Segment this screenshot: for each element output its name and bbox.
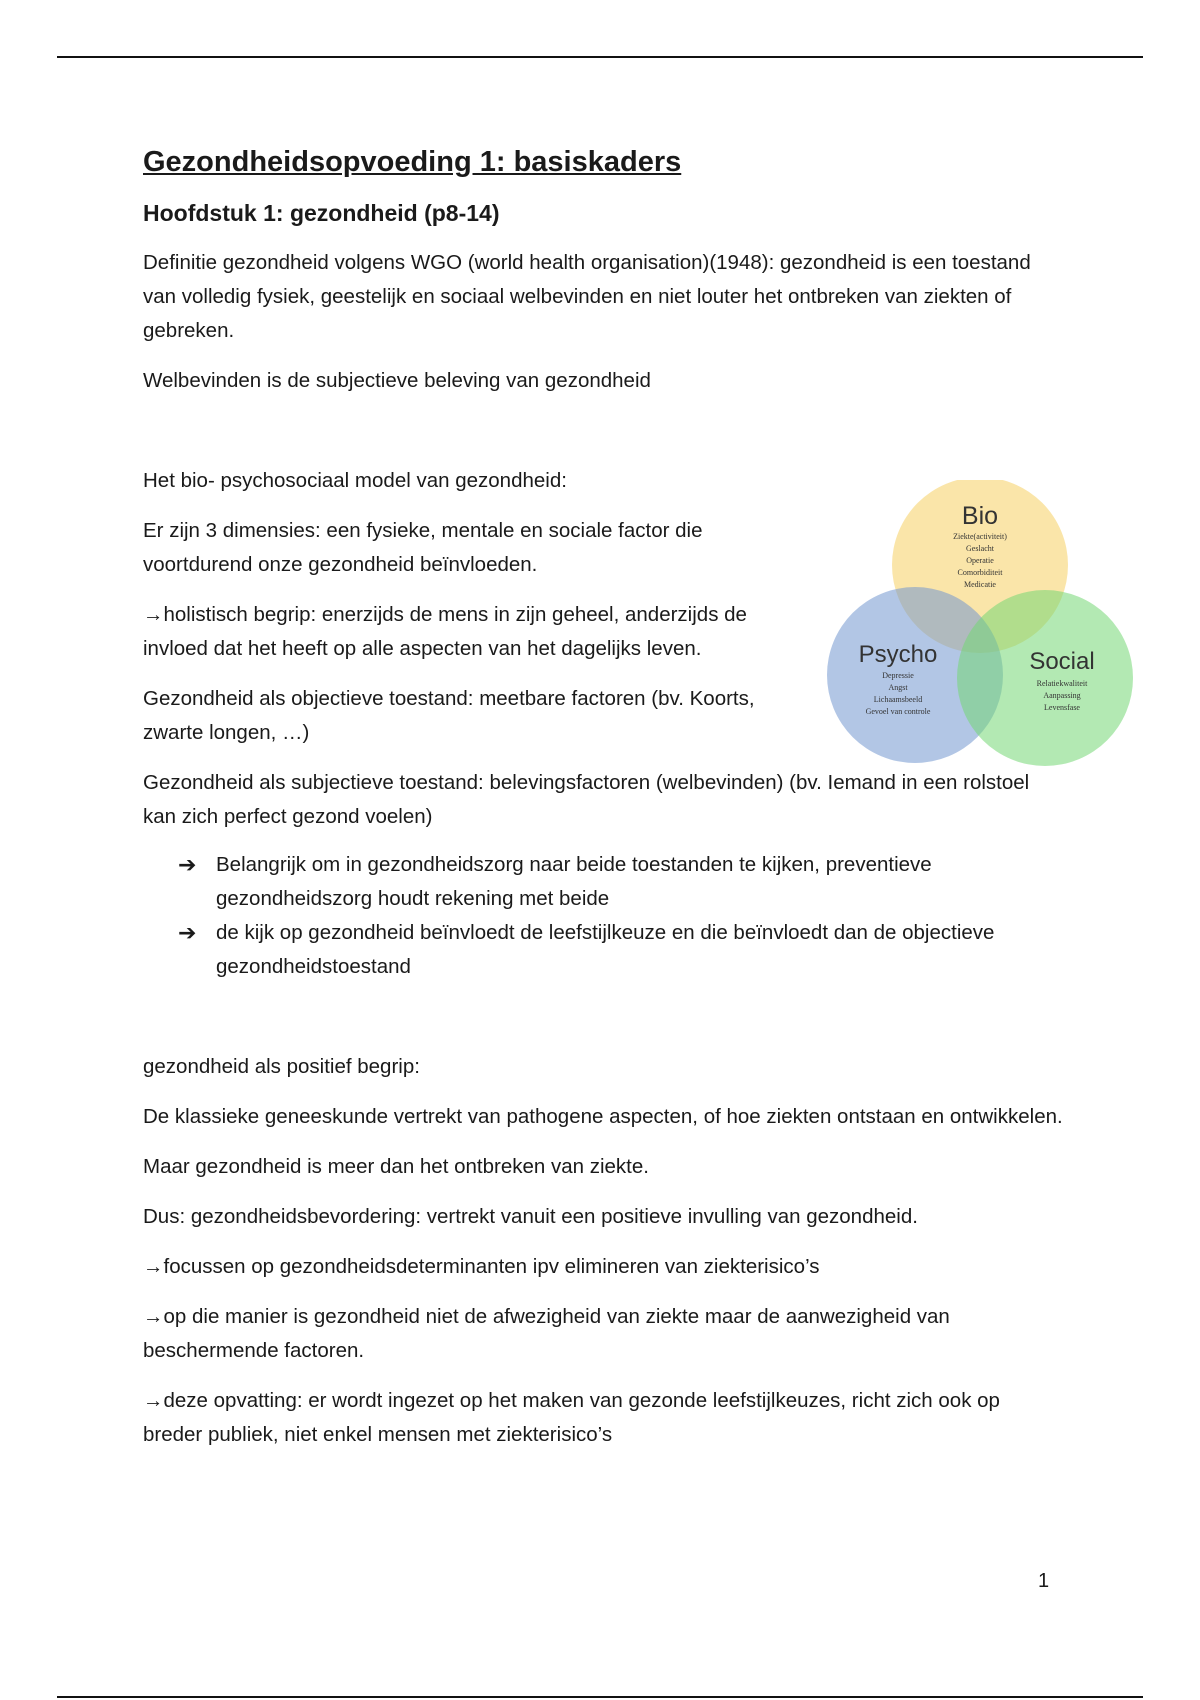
bio-item: Medicatie <box>964 580 996 589</box>
psycho-item: Lichaamsbeeld <box>873 695 923 704</box>
bio-item: Ziekte(activiteit) <box>953 532 1007 541</box>
psycho-item: Gevoel van controle <box>865 707 931 716</box>
arrow-right-icon: ➔ <box>178 920 197 945</box>
psycho-label: Psycho <box>858 641 938 668</box>
bio-item: Geslacht <box>966 544 994 553</box>
list-item <box>178 916 1063 984</box>
social-label: Social <box>1029 648 1095 675</box>
social-item: Levensfase <box>1044 703 1080 712</box>
classic-paragraph: De klassieke geneeskunde vertrekt van pathogene aspecten, of hoe ziekten ontstaan en ontwikkelen. <box>143 1105 1063 1128</box>
welbevinden-paragraph: Welbevinden is de subjectieve beleving van gezondheid <box>143 369 651 392</box>
bio-label: Bio <box>961 502 999 530</box>
social-item: Aanpassing <box>1043 691 1081 700</box>
bio-item: Operatie <box>966 556 994 565</box>
focus-paragraph: →focussen op gezondheidsdeterminanten ipv elimineren van ziekterisico’s <box>143 1255 820 1278</box>
bullet-text: de kijk op gezondheid beïnvloedt de leefstijlkeuze en die beïnvloedt dan de objectieve gezondheidstoestand <box>216 921 995 978</box>
bottom-divider <box>57 1696 1143 1698</box>
chapter-heading: Hoofdstuk 1: gezondheid (p8-14) <box>143 200 500 226</box>
biopsychosocial-venn-diagram <box>805 480 1145 770</box>
promotion-paragraph: Dus: gezondheidsbevordering: vertrekt vanuit een positieve invulling van gezondheid. <box>143 1205 918 1228</box>
document-body <box>143 140 1063 1452</box>
bio-item: Comorbiditeit <box>957 568 1003 577</box>
social-item: Relatiekwaliteit <box>1036 679 1088 688</box>
bullet-text: Belangrijk om in gezondheidszorg naar beide toestanden te kijken, preventieve gezondheidszorg houdt rekening met beide <box>216 853 932 910</box>
dimensions-paragraph: Er zijn 3 dimensies: een fysieke, mentale en sociale factor die voortdurend onze gezondheid beïnvloeden. <box>143 519 703 576</box>
subjective-paragraph: Gezondheid als subjectieve toestand: belevingsfactoren (welbevinden) (bv. Iemand in een rolstoel kan zich perfect gezond voelen) <box>143 771 1030 828</box>
psycho-item: Angst <box>888 683 908 692</box>
psycho-item: Depressie <box>882 671 914 680</box>
holistic-paragraph: →holistisch begrip: enerzijds de mens in zijn geheel, anderzijds de invloed dat het heeft op alle aspecten van het dagelijks leven. <box>143 603 747 660</box>
manner-paragraph: →op die manier is gezondheid niet de afwezigheid van ziekte maar de aanwezigheid van beschermende factoren. <box>143 1305 950 1362</box>
page-number: 1 <box>1038 1570 1050 1592</box>
model-heading: Het bio- psychosociaal model van gezondheid: <box>143 469 567 492</box>
social-circle <box>957 590 1133 766</box>
document-title: Gezondheidsopvoeding 1: basiskaders <box>143 146 682 178</box>
more-paragraph: Maar gezondheid is meer dan het ontbreken van ziekte. <box>143 1155 649 1178</box>
definition-paragraph: Definitie gezondheid volgens WGO (world health organisation)(1948): gezondheid is een toestand van volledig fysiek, geestelijk en sociaal welbevinden en niet louter het ontbreken van ziekten of gebreken. <box>143 251 1031 342</box>
objective-paragraph: Gezondheid als objectieve toestand: meetbare factoren (bv. Koorts, zwarte longen, …) <box>143 687 755 744</box>
top-divider <box>57 56 1143 58</box>
list-item <box>178 848 1063 916</box>
positive-heading: gezondheid als positief begrip: <box>143 1055 420 1078</box>
view-paragraph: →deze opvatting: er wordt ingezet op het maken van gezonde leefstijlkeuzes, richt zich ook op breder publiek, niet enkel mensen met ziekterisico’s <box>143 1389 1000 1446</box>
conclusion-bullet-list <box>143 848 1063 984</box>
arrow-right-icon: ➔ <box>178 852 197 877</box>
